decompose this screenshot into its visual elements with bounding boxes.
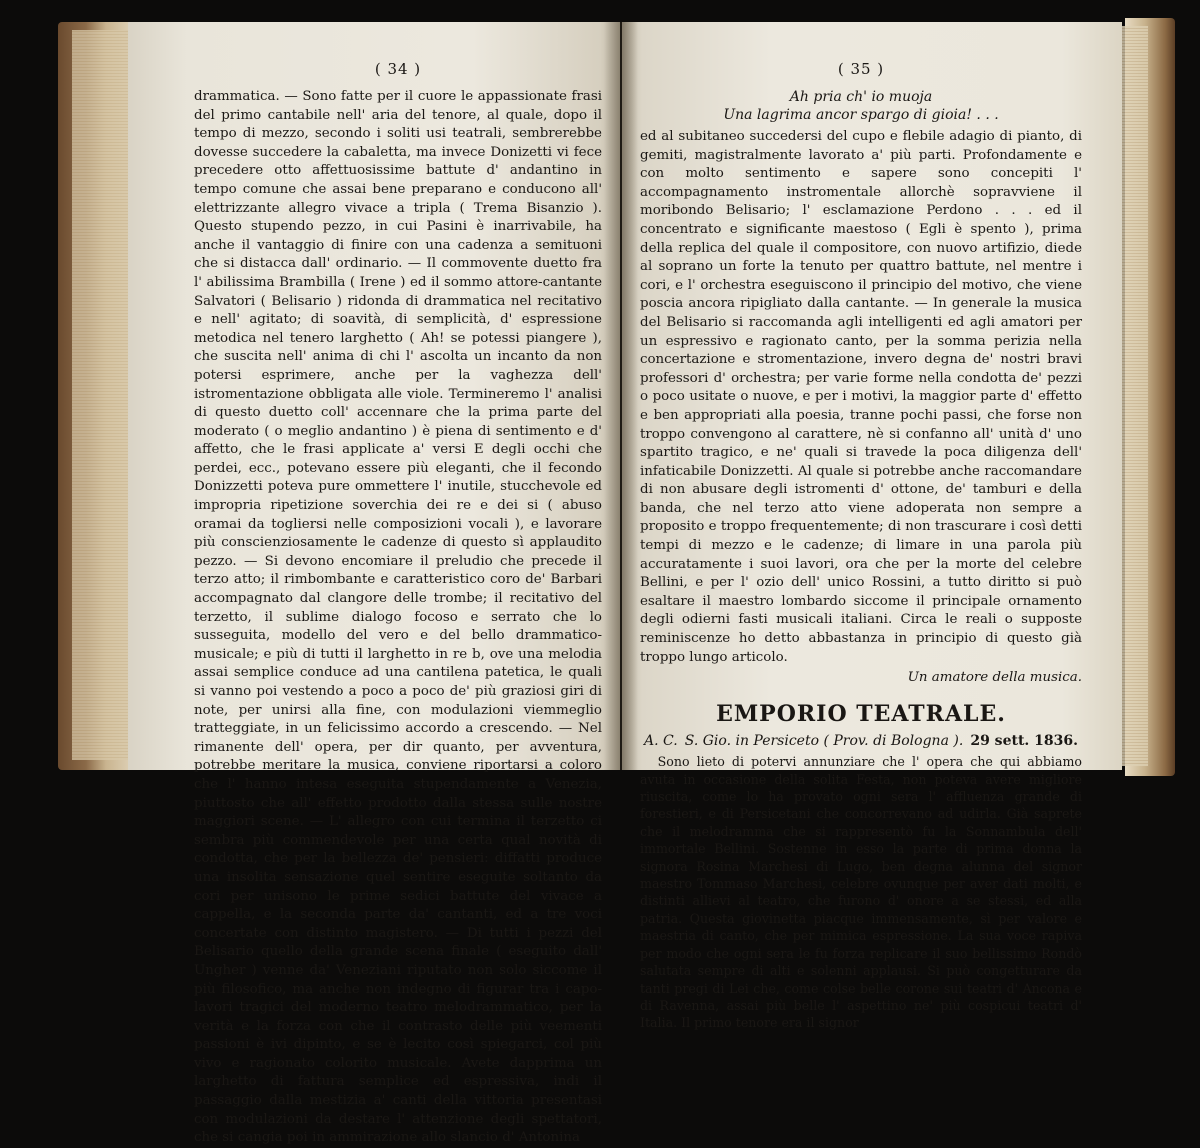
news-dateline [640,733,1082,749]
left-paragraph: drammatica. — Sono fatte per il cuore le appassionate frasi del primo cantabile nell' aria del tenore, al quale, dopo il tempo di mezzo, secondo i soliti usi teatrali, sembrerebbe dovesse succedere la cabaletta, ma invece Donizetti vi fece precedere otto affettuosissime battute d' andantino in tempo comune che assai bene preparano e conducono all' elettrizzante allegro vivace a tripla ( Trema Bisanzio ). Questo stupendo pezzo, in cui Pasini è inarrivabile, ha anche il vantaggio di finire con una cadenza a semituoni che si distacca dall' ordinario. — Il commovente duetto fra l' abilissima Brambilla ( Irene ) ed il sommo attore-cantante Salvatori ( Belisario ) ridonda di drammatica nel recitativo e nell' agitato; di soavità, di semplicità, d' espressione metodica nel tenero larghetto ( Ah! se potessi piangere ), che suscita nell' anima di chi l' ascolta un incanto da non potersi esprimere, anche per la vaghezza dell' istromentazione obbligata alle viole. Termineremo l' analisi di questo duetto coll' accennare che la prima parte del moderato ( o meglio andantino ) è piena di sentimento e d' affetto, che le frasi applicate a' versi E degli occhi che perdei, ecc., potevano essere più eleganti, che il fecondo Donizzetti poteva pure ommettere l' inutile, stucchevole ed impropria ripetizione soverchia dei re e dei si ( abuso oramai da togliersi nelle composizioni vocali ), e lavorare più conscienziosamente le cadenze di questo sì applaudito pezzo. — Si devono encomiare il preludio che precede il terzo atto; il rimbombante e caratteristico coro de' Barbari accompagnato dal clangore delle trombe; il recitativo del terzetto, il sublime dialogo focoso e serrato che lo susseguita, modello del vero e del bello drammatico-musicale; e più di tutti il larghetto in re b, ove una melodia assai semplice conduce ad una cantilena patetica, le quali si vanno poi vestendo a poco a poco de' più graziosi giri di note, per unirsi alla fine, con modulazioni viemmeglio tratteggiate, in un felicissimo accordo a crescendo. — Nel rimanente dell' opera, per dir quanto, per avventura, potrebbe meritare la musica, conviene riportarsi a coloro che l' hanno intesa eseguita stupendamente a Venezia, piuttosto che all' effetto prodotto dalla stessa sulle nostre maggiori scene. — L' allegro con cui termina il terzetto ci sembra più commendevole per una certa qual novità di condotta, che per la bellezza de' pensieri: diffatti produce una insolita sensazione quel sentire eseguite soltanto da cori per unisono le prime sedici battute del vivace a cappella, e la seconda parte da' cantanti, ed a tre voci concertate con distinto magistero. — Di tutti i pezzi del Belisario quello della grande scena finale ( eseguito dall' Ungher ) venne da' Veneziani riputato non solo siccome il più filosofico, ma anche non indegno di figurar tra i capo-lavori tragici del moderno teatro melodrammatico, per la verità e la forza con che il contrasto delle più veementi passioni è ivi dipinto, e se è lecito così spiegarci, col più vivo e ragionato colorito musicale. Avete dapprima un larghetto di fattura semplice ed espressiva, indi il passaggio dalla mestizia a' canti della vittoria presentasi con modulazioni da destare l' attenzione degli spettatori, che si cangia poi in ammirazione allo slancio d' Antonina [194,89,602,1146]
dateline-prefix: A. C. [644,733,678,750]
dateline-place: S. Gio. in Persiceto ( Prov. di Bologna ). [684,733,964,750]
right-page [622,22,1122,1031]
page-number-right: ( 35 ) [837,60,885,78]
verse-quote [640,88,1082,124]
news-body [640,753,1082,1032]
news-paragraph: Sono lieto di potervi annunziare che l' opera che qui abbiamo avuta in occasione della solita Festa, non poteva avere migliore riuscita, come lo ha provato ogni sera l' affluenza grande di forestieri, e di Persicetani che concorrevano ad udirla. Già saprete che il melodramma che si rappresentò fu la Sonnambula dell' immortale Bellini. Sostenne in esso la parte di prima donna la signora Rosina Marchesi di Lugo, ben degna alunna del signor maestro Tommaso Marchesi, celebre ovunque per aver dati molti, e distinti allievi al teatro, che furono d' onore a se stessi, ed alla patria. Questa giovinetta piacque immensamente, sì per valore e maestria di canto, che per mimica espressione. La sua voce rapiva per modo che ogni sera le fu forza replicare il suo bellissimo Rondò salutata sempre di alti e solenni applausi. Si può congetturare da tanti pregi di Lei che, come colse belle corone sui teatri d' Ancona e di Ravenna, assai più belle l' aspettino ne' più cospicui teatri d' Italia. Il primo tenore era il signor [640,754,1082,1031]
dateline-date: 29 sett. 1836. [970,733,1078,750]
left-page [128,22,620,1146]
right-page-body [640,128,1082,667]
page-edges-left [72,30,132,760]
page-number-left: ( 34 ) [374,60,422,78]
verse-line: Una lagrima ancor spargo di gioia! . . . [723,107,999,123]
page-edges-right [1118,26,1148,766]
verse-line: Ah pria ch' io muoja [789,89,933,105]
book-gutter [604,22,638,770]
left-page-body [194,88,602,1148]
section-title: EMPORIO TEATRALE. [716,701,1006,728]
right-paragraph: ed al subitaneo succedersi del cupo e flebile adagio di pianto, di gemiti, magistralmente lavorato a' più parti. Profondamente e con molto sentimento e sapere sono concepiti l' accompagnamento instromentale allorchè sopravviene il moribondo Belisario; l' esclamazione Perdono . . . ed il concentrato e significante maestoso ( Egli è spento ), prima della replica del quale il compositore, con nuovo artifizio, diede al soprano un forte la tenuto per quattro battute, nel mentre i cori, e l' orchestra eseguiscono il principio del motivo, che viene poscia ancora ripigliato dalla cantante. — In generale la musica del Belisario si raccomanda agli intelligenti ed agli amatori per un espressivo e ragionato canto, per la somma perizia nella concertazione e stromentazione, invero degna de' nostri bravi professori d' orchestra; per varie forme nella condotta de' pezzi o poco usitate o nuove, e per i motivi, la maggior parte d' effetto e ben appropriati alla poesia, tranne pochi passi, che forse non troppo convengono al carattere, nè si confanno all' unità d' uno spartito tragico, e ne' quali si travede la poca diligenza dell' infaticabile Donizzetti. Al quale si potrebbe anche raccomandare di non abusare degli istromenti d' ottone, de' tamburi e della banda, che nel terzo atto viene adoperata non sempre a proposito e troppo frequentemente; di non trascurare i così detti tempi di mezzo e le cadenze; di limare in una parola più accuratamente i suoi lavori, ora che per la morte del celebre Bellini, e per l' ozio dell' unico Rossini, a tutto diritto si può esaltare il maestro lombardo siccome il principale ornamento degli odierni fasti musicali italiani. Circa le reali o supposte reminiscenze ho detto abbastanza in principio di questo già troppo lungo articolo. [640,129,1082,665]
article-signature: Un amatore della musica. [907,670,1082,686]
